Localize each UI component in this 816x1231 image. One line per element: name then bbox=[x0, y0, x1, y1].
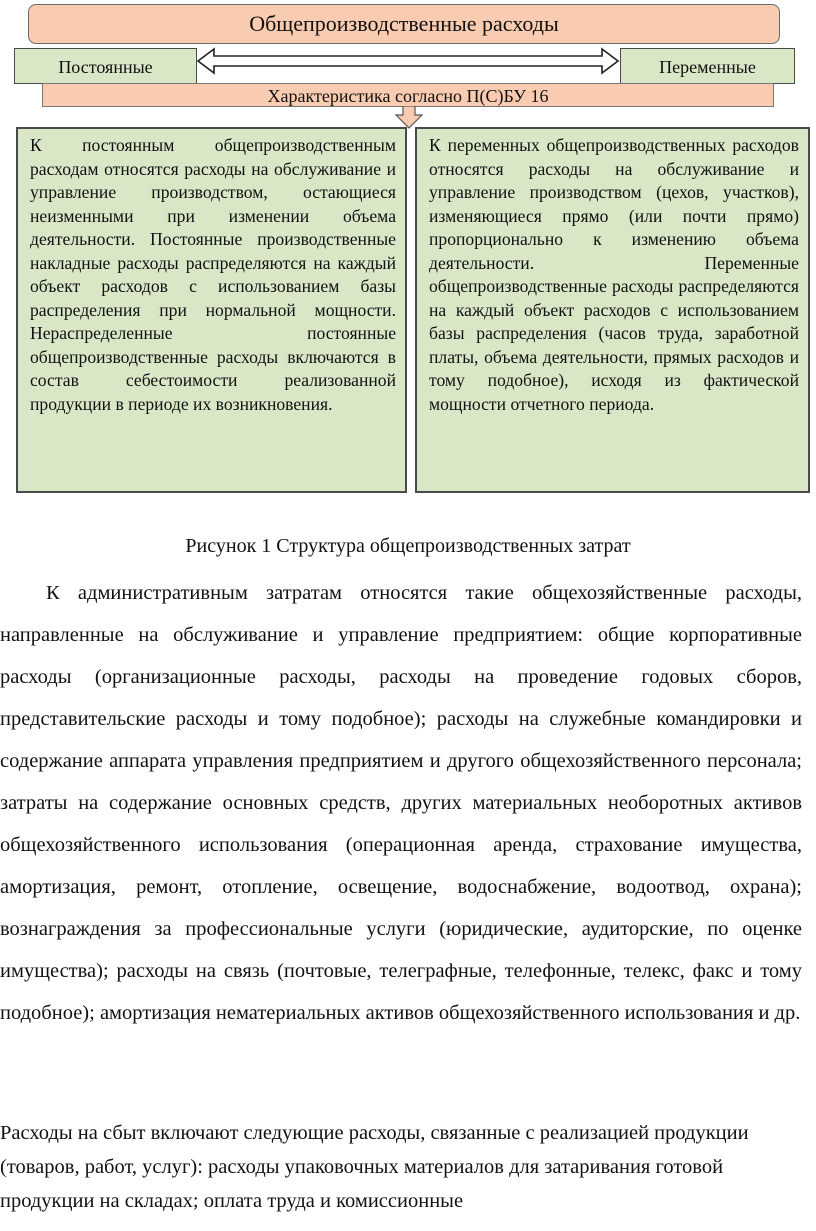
variable-costs-description: К переменных общепроизводственных расходов относятся расходы на обслуживание и управление производством (цехов, участков), изменяющиеся прямо (или почти прямо) пропорционально к изменению объема деятельности. Переменные общепроизводственные расходы распределяются на каждый объект расходов с использованием базы распределения (часов труда, заработной платы, объема деятельности, прямых расходов и тому подобное), исходя из фактической мощности отчетного периода. bbox=[415, 127, 810, 493]
variable-costs-label: Переменные bbox=[620, 48, 795, 84]
figure-caption: Рисунок 1 Структура общепроизводственных затрат bbox=[185, 535, 631, 557]
characteristic-label: Характеристика согласно П(С)БУ 16 bbox=[42, 83, 774, 107]
paragraph-selling-costs: Расходы на сбыт включают следующие расходы, связанные с реализацией продукции (товаров, работ, услуг): расходы упаковочных материалов для затаривания готовой продукции на складах; оплата труда и комиссионные bbox=[0, 1122, 749, 1212]
fixed-costs-description: К постоянным общепроизводственным расходам относятся расходы на обслуживание и управление производством, остающиеся неизменными при изменении объема деятельности. Постоянные производственные накладные расходы распределяются на каждый объект расходов с использованием базы распределения при нормальной мощности. Нераспределенные постоянные общепроизводственные расходы включаются в состав себестоимости реализованной продукции в периоде их возникновения. bbox=[16, 127, 407, 493]
fixed-costs-label: Постоянные bbox=[14, 48, 197, 84]
double-arrow-icon bbox=[196, 46, 622, 76]
paragraph-administrative-costs: К административным затратам относятся такие общехозяйственные расходы, направленные на обслуживание и управление предприятием: общие корпоративные расходы (организационные расходы, расходы на проведение годовых сборов, представительские расходы и тому подобное); расходы на служебные командировки и содержание аппарата управления предприятием и другого общехозяйственного персонала; затраты на содержание основных средств, других материальных необоротных активов общехозяйственного использования (операционная аренда, страхование имущества, амортизация, ремонт, отопление, освещение, водоснабжение, водоотвод, охрана); вознаграждения за профессиональные услуги (юридические, аудиторские, по оценке имущества); расходы на связь (почтовые, телеграфные, телефонные, телекс, факс и тому подобное); амортизация нематериальных активов общехозяйственного использования и др. bbox=[0, 582, 802, 1024]
diagram-title: Общепроизводственные расходы bbox=[28, 4, 780, 44]
